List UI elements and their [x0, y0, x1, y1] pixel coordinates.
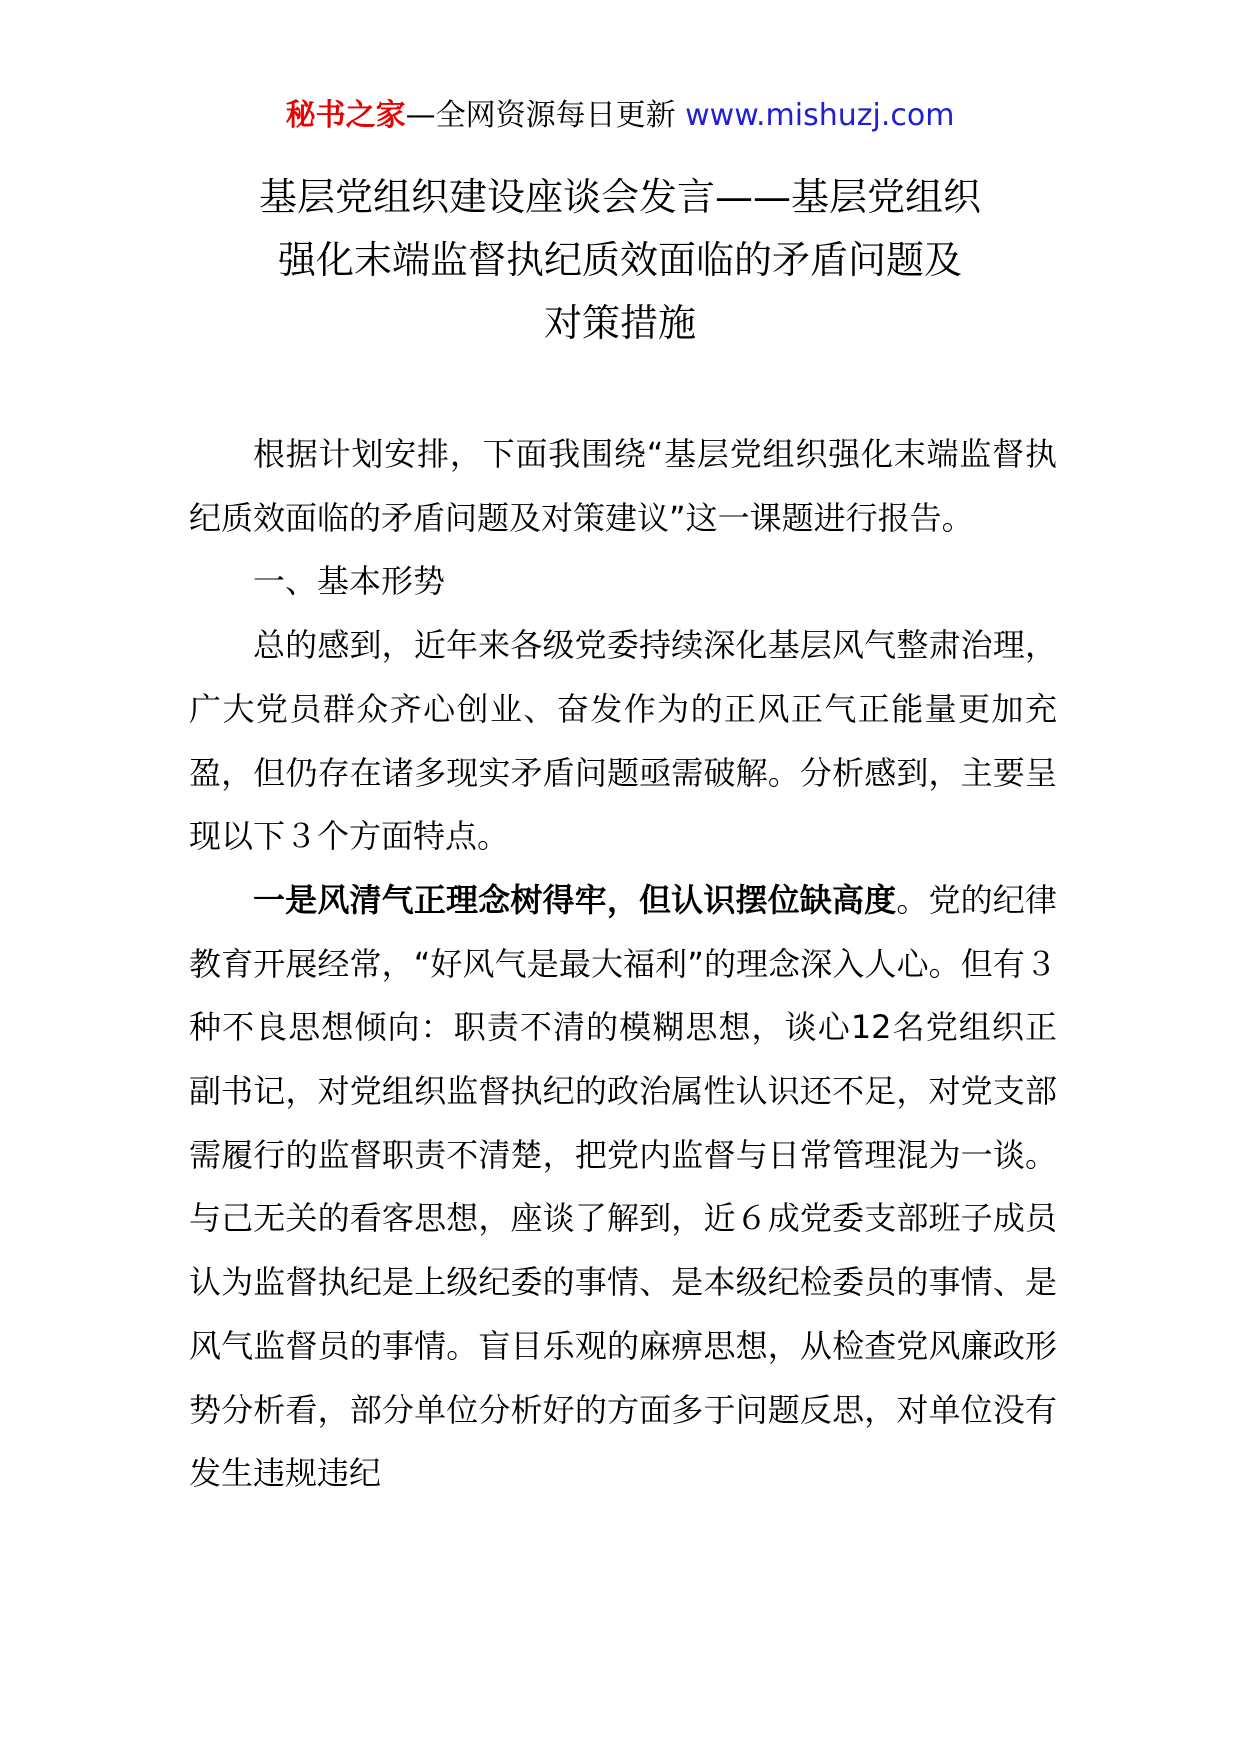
site-header-banner: [0, 96, 1240, 136]
site-url: www.mishuzj.com: [685, 98, 955, 133]
intro-paragraph: 根据计划安排，下面我围绕“基层党组织强化末端监督执纪质效面临的矛盾问题及对策建议”这一课题进行报告。: [189, 435, 1057, 537]
title-line-2: 强化末端监督执纪质效面临的矛盾问题及: [277, 238, 962, 282]
header-slogan: —全网资源每日更新: [405, 98, 686, 133]
point-one-paragraph: [189, 869, 1057, 1506]
situation-paragraph: 总的感到，近年来各级党委持续深化基层风气整肃治理，广大党员群众齐心创业、奋发作为的正风正气正能量更加充盈，但仍存在诸多现实矛盾问题亟需破解。分析感到，主要呈现以下３个方面特点。: [189, 626, 1057, 856]
section-heading-basic-situation: 一、基本形势: [253, 562, 446, 601]
point-one-text: 。党的纪律教育开展经常，“好风气是最大福利”的理念深入人心。但有３种不良思想倾向：职责不清的模糊思想，谈心12名党组织正副书记，对党组织监督执纪的政治属性认识还不足，对党支部需履行的监督职责不清楚，把党内监督与日常管理混为一谈。与己无关的看客思想，座谈了解到，近６成党委支部班子成员认为监督执纪是上级纪委的事情、是本级纪检委员的事情、是风气监督员的事情。盲目乐观的麻痹思想，从检查党风廉政形势分析看，部分单位分析好的方面多于问题反思，对单位没有发生违规违纪: [189, 880, 1057, 1493]
point-one-lead: 一是风清气正理念树得牢，但认识摆位缺高度: [253, 880, 897, 919]
brand-name: 秘书之家: [285, 98, 406, 133]
title-line-1: 基层党组织建设座谈会发言——基层党组织: [258, 175, 981, 219]
title-line-3: 对策措施: [543, 301, 696, 345]
document-title: [190, 166, 1050, 355]
document-body: [189, 423, 1057, 1506]
